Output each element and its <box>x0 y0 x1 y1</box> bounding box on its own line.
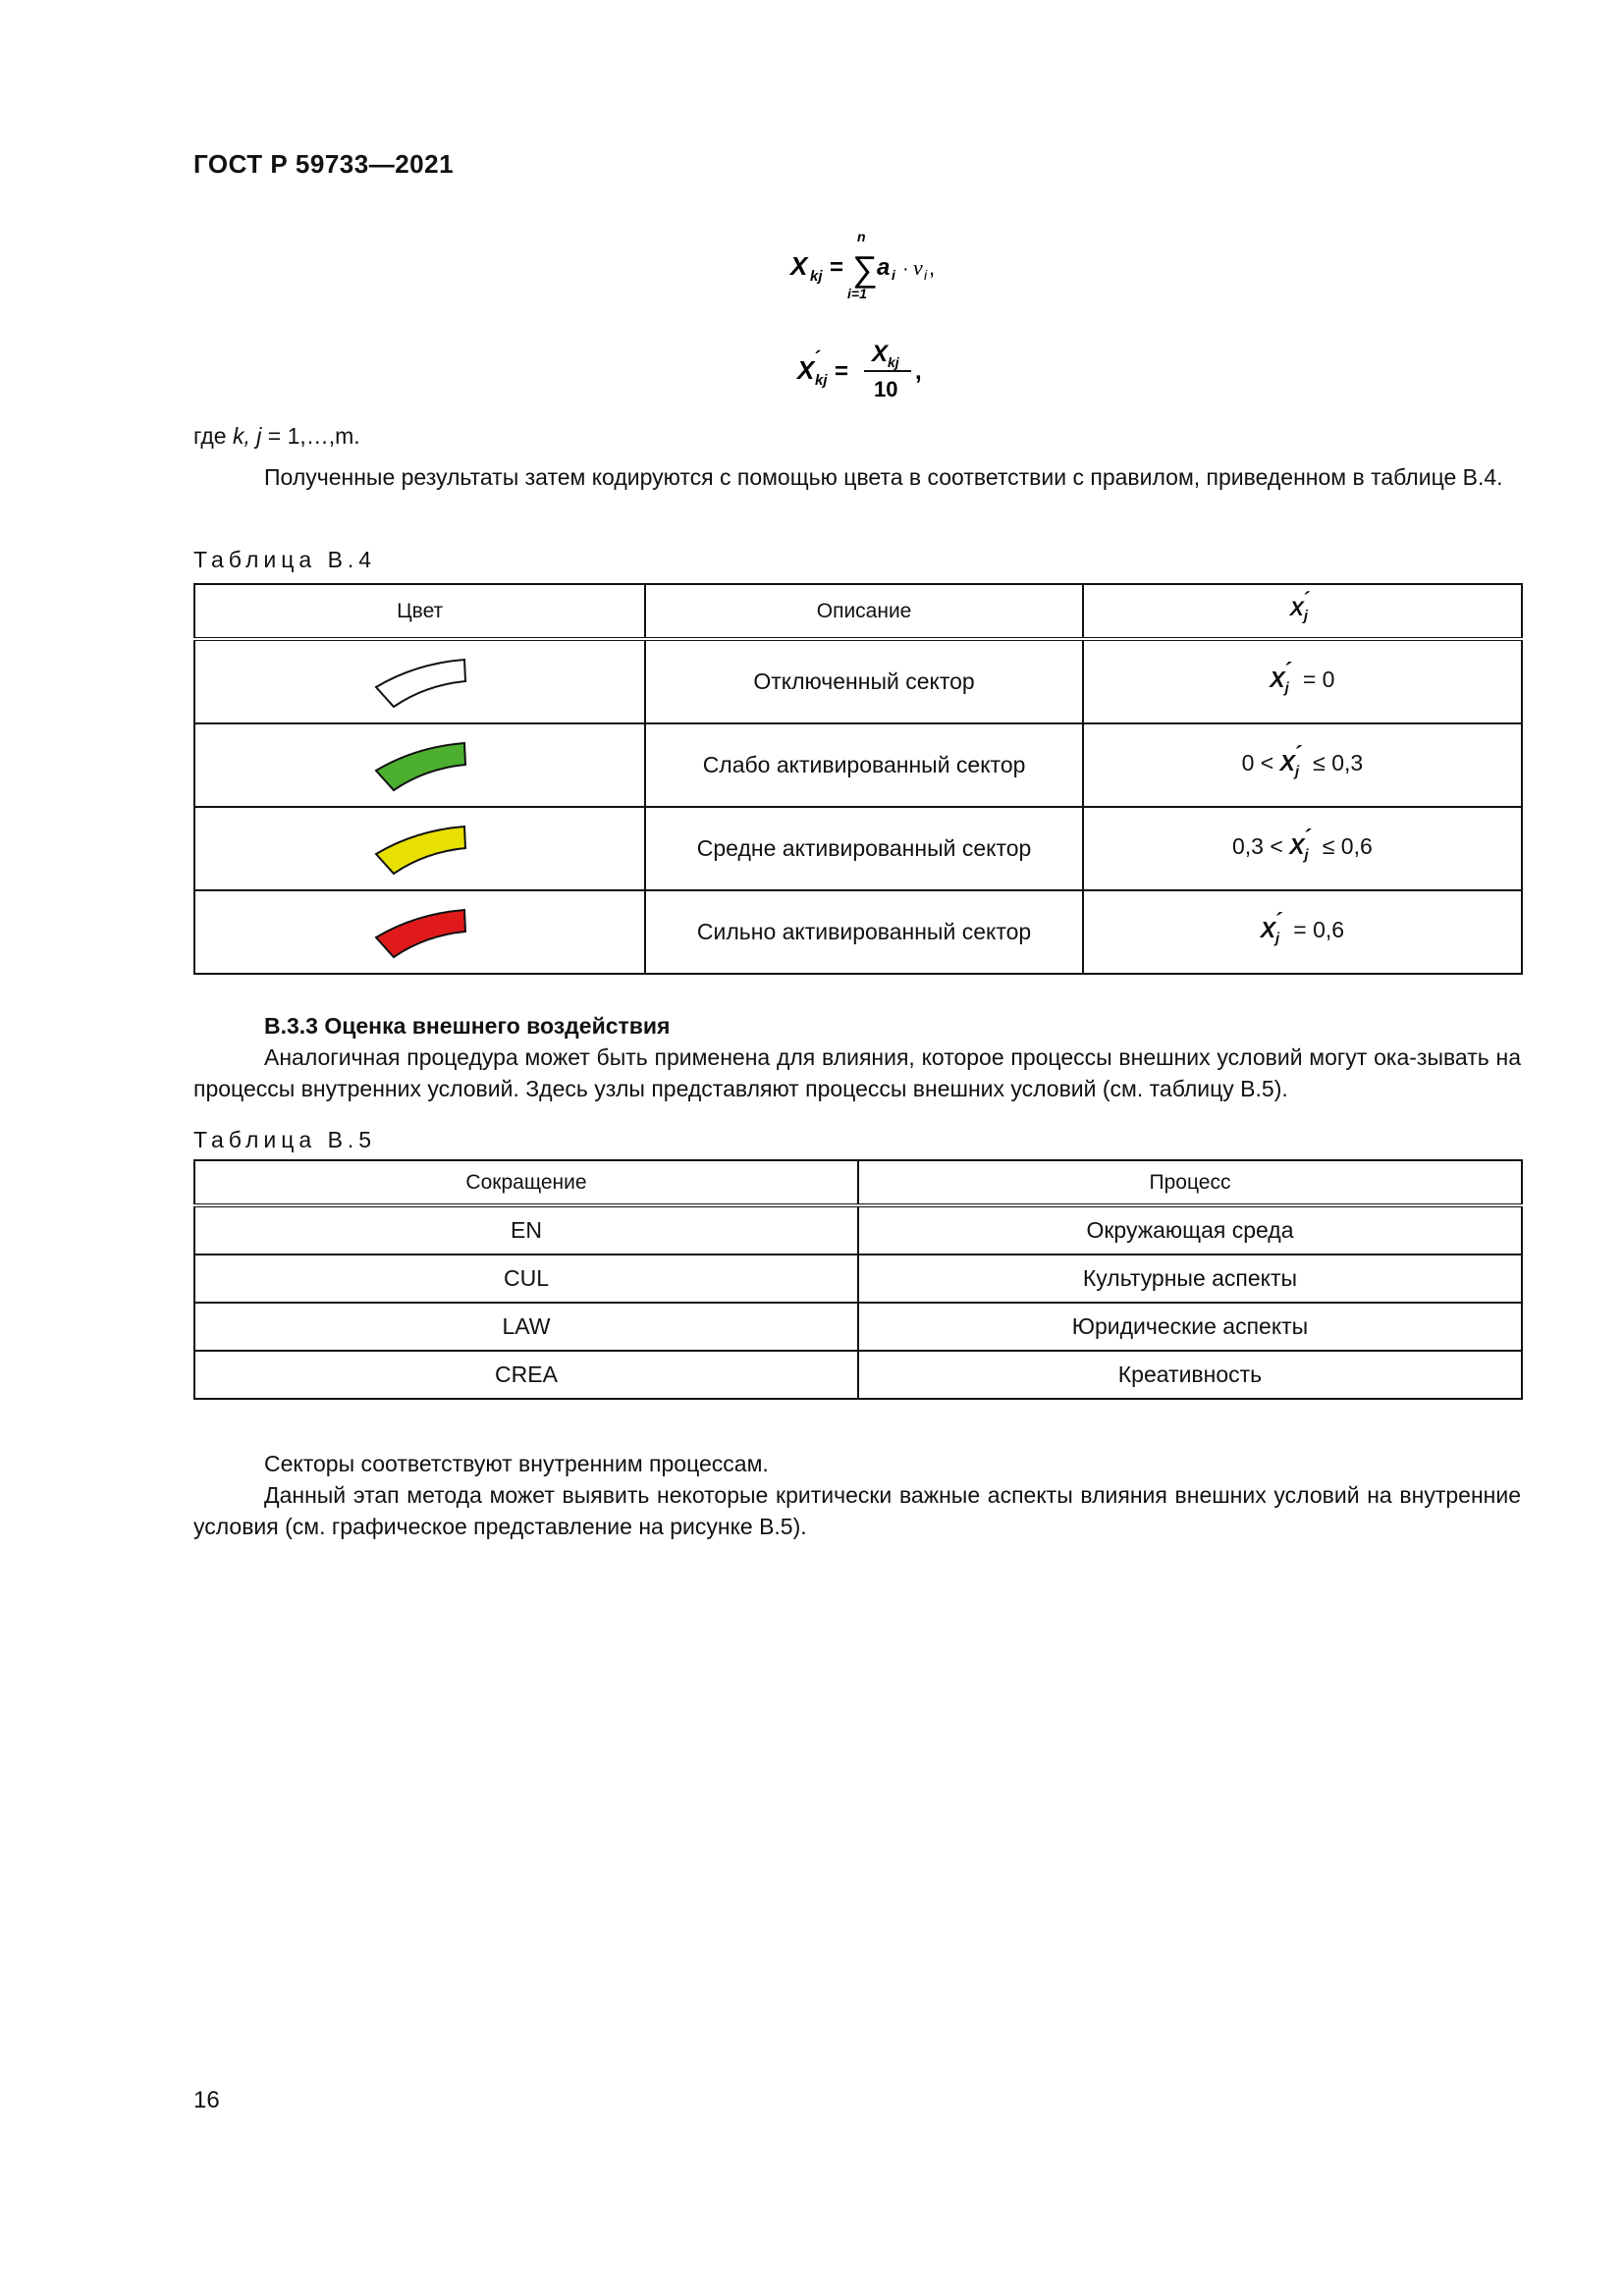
value-cell: $X_j´ = 0,6$ <box>1083 890 1522 974</box>
term-v-sub: i <box>924 267 928 283</box>
description-cell: Средне активированный сектор <box>645 807 1082 890</box>
description-cell: Слабо активированный сектор <box>645 723 1082 807</box>
abbr-cell: LAW <box>194 1303 858 1351</box>
value-cell: $X_j´ = 0$ <box>1083 639 1522 723</box>
t4-header-value: $X_j´$ <box>1083 584 1522 639</box>
abbr-cell: CUL <box>194 1255 858 1303</box>
where-line: где k, j = 1,…,m. <box>193 423 360 449</box>
table-b4 <box>193 583 1523 975</box>
formula2-num: X <box>872 341 889 367</box>
t4-header-color: Цвет <box>194 584 645 639</box>
paragraph-sectors: Секторы соответствуют внутренним процессам. <box>264 1451 769 1476</box>
table-row <box>194 1351 1522 1399</box>
process-cell: Креативность <box>858 1351 1522 1399</box>
table-row <box>194 639 1522 723</box>
page-number: 16 <box>193 2087 220 2113</box>
table-row <box>194 723 1522 807</box>
sector-swatch-medium <box>194 807 645 890</box>
formula2-lhs: X <box>797 355 815 385</box>
paragraph-color-coding: Полученные результаты затем кодируются с помощью цвета в соответствии с правилом, приведенном в таблице В.4. <box>264 464 1503 490</box>
sector-shape-icon <box>366 900 474 959</box>
table-b5 <box>193 1159 1523 1400</box>
sum-top: n <box>857 229 866 244</box>
term-v: v <box>913 255 923 280</box>
sector-swatch-strong <box>194 890 645 974</box>
table-row <box>194 1255 1522 1303</box>
description-cell: Сильно активированный сектор <box>645 890 1082 974</box>
abbr-cell: CREA <box>194 1351 858 1399</box>
process-cell: Культурные аспекты <box>858 1255 1522 1303</box>
abbr-cell: EN <box>194 1205 858 1255</box>
formula2-den: 10 <box>874 377 898 401</box>
value-cell: $0,3 < X_j´ \le 0,6$ <box>1083 807 1522 890</box>
term-dot: · <box>902 258 909 280</box>
paragraph-method: Данный этап метода может выявить некоторые критически важные аспекты влияния внешних условий на внутренние условия (см. графическое представление на рисунке В.5). <box>193 1482 1521 1539</box>
table-row <box>194 1303 1522 1351</box>
sector-shape-icon <box>366 733 474 792</box>
sector-swatch-weak <box>194 723 645 807</box>
section-text: Аналогичная процедура может быть применена для влияния, которое процессы внешних условий могут ока-зывать на процессы внутренних условий. Здесь узлы представляют процессы внешних условий (см. таблицу В.5). <box>193 1044 1521 1101</box>
section-title: В.3.3 Оценка внешнего воздействия <box>264 1013 671 1039</box>
sector-shape-icon <box>366 650 474 709</box>
formula-lhs-sub: kj <box>810 268 823 285</box>
formula-sum <box>781 224 977 312</box>
table5-caption: Таблица В.5 <box>193 1127 377 1152</box>
sector-swatch-off <box>194 639 645 723</box>
table-row <box>194 1205 1522 1255</box>
process-cell: Окружающая среда <box>858 1205 1522 1255</box>
formula2-end: , <box>915 358 922 385</box>
formula-ratio <box>793 334 950 402</box>
formula2-lhs-sub: kj <box>815 372 828 389</box>
term-a-sub: i <box>892 267 895 283</box>
sum-bottom: i=1 <box>847 286 867 301</box>
formula2-prime: ´ <box>813 348 820 370</box>
description-cell: Отключенный сектор <box>645 639 1082 723</box>
term-a: a <box>877 254 891 281</box>
sum-icon: ∑ <box>852 248 878 289</box>
t4-header-description: Описание <box>645 584 1082 639</box>
table-row <box>194 890 1522 974</box>
value-cell: $0 < X_j´ \le 0,3$ <box>1083 723 1522 807</box>
formula-end: , <box>929 255 936 280</box>
formula2-num-sub: kj <box>888 354 899 370</box>
formula2-eq: = <box>835 358 849 385</box>
formula-lhs: X <box>790 251 808 281</box>
table4-caption: Таблица В.4 <box>193 547 377 572</box>
table-row <box>194 807 1522 890</box>
document-code: ГОСТ Р 59733—2021 <box>193 149 455 179</box>
sector-shape-icon <box>366 817 474 876</box>
process-cell: Юридические аспекты <box>858 1303 1522 1351</box>
t5-header-abbr: Сокращение <box>194 1160 858 1205</box>
t5-header-process: Процесс <box>858 1160 1522 1205</box>
formula-eq: = <box>830 254 844 281</box>
